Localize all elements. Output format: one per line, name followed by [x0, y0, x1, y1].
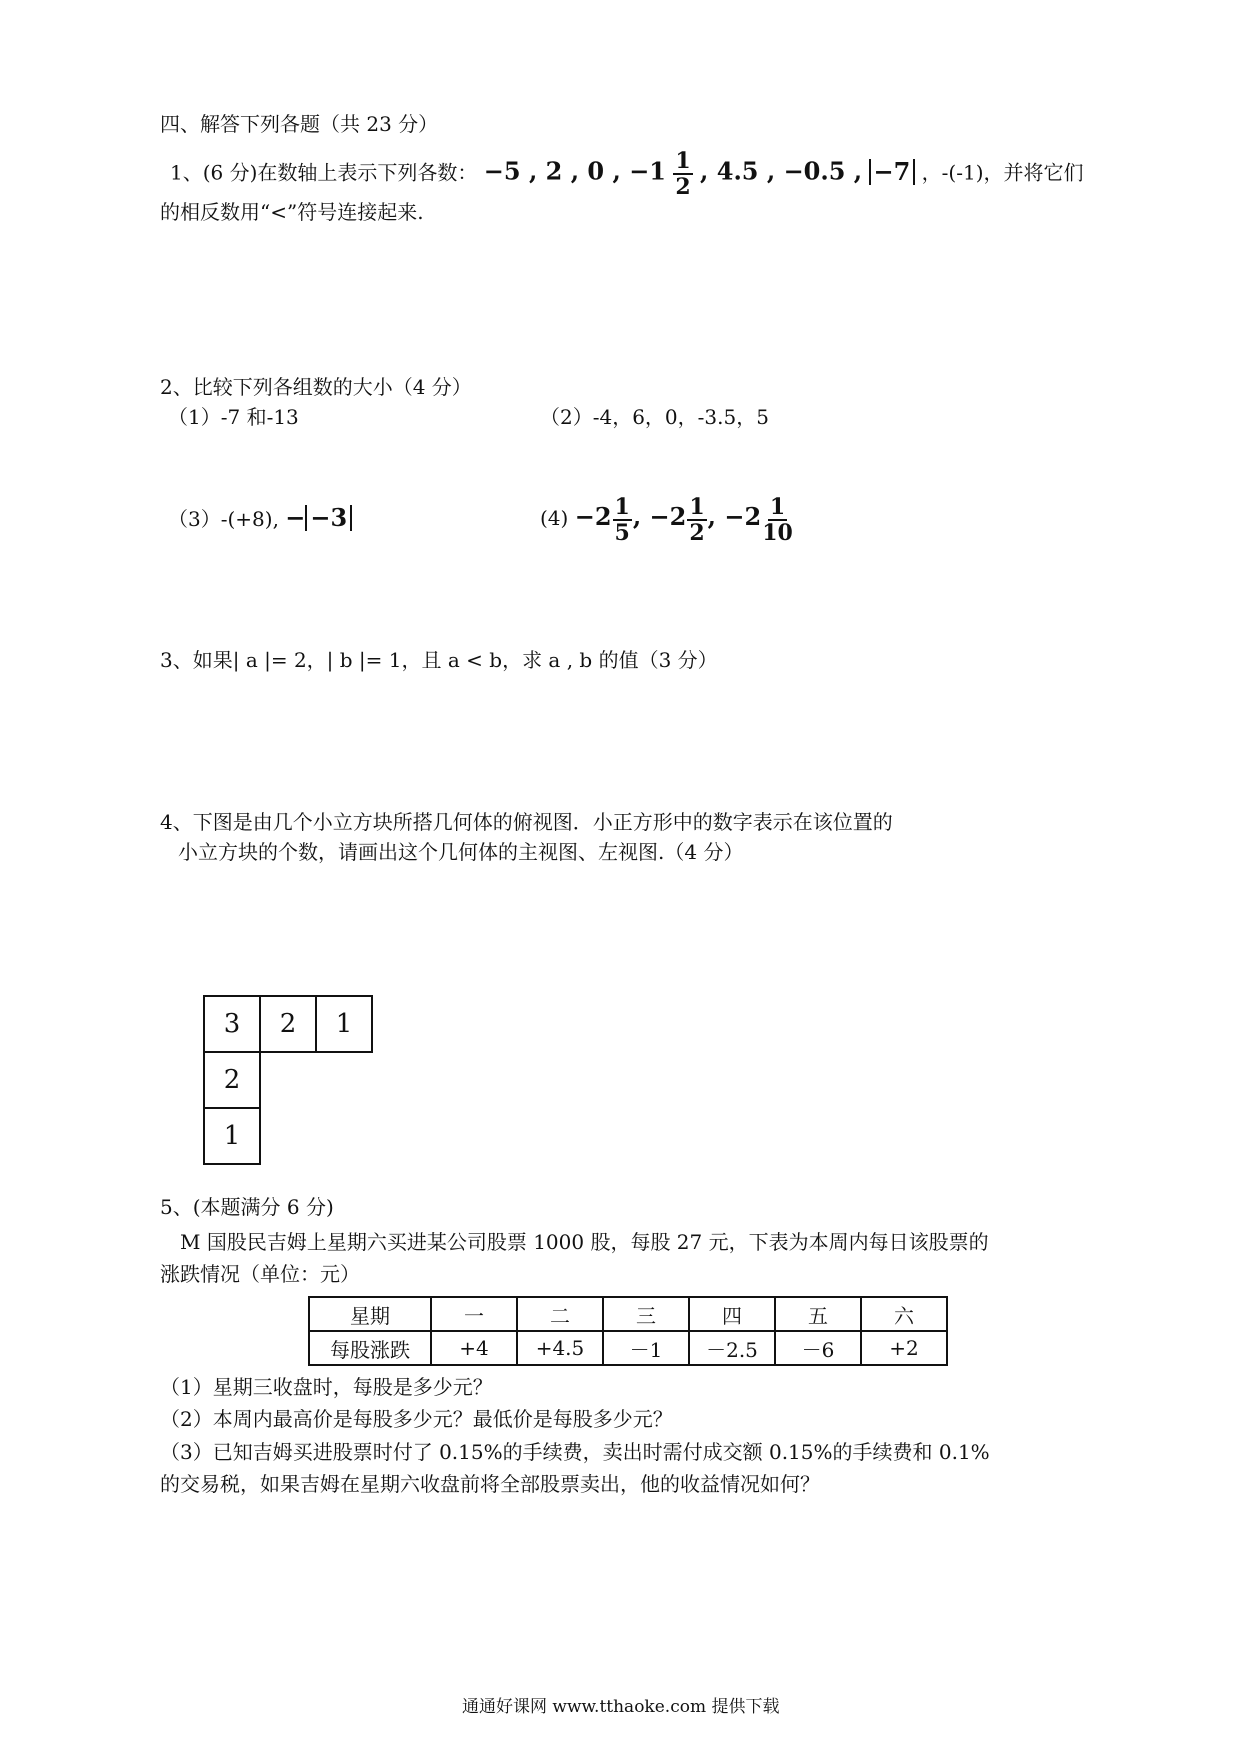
grid-cell: 3: [204, 996, 260, 1052]
q5-sub-1: （1）星期三收盘时，每股是多少元？: [160, 1375, 493, 1399]
q2-part-4-a-fraction: [613, 493, 632, 546]
q2-part-4-b-denominator: 2: [689, 519, 705, 546]
q2-part-1: （1）-7 和-13: [168, 405, 299, 429]
q5-intro-line1: M 国股民吉姆上星期六买进某公司股票 1000 股，每股 27 元，下表为本周内每日该股票的: [180, 1230, 989, 1254]
table-cell: －6: [775, 1331, 861, 1365]
table-cell: 二: [517, 1297, 603, 1331]
table-cell: 五: [775, 1297, 861, 1331]
table-cell: 三: [603, 1297, 689, 1331]
grid-empty: [316, 1052, 372, 1108]
q5-intro-line2: 涨跌情况（单位：元）: [160, 1262, 360, 1286]
q2-part-2: （2）-4，6，0，-3.5，5: [540, 405, 769, 429]
grid-cell: 1: [316, 996, 372, 1052]
q2-part-3-absolute-value: −3: [305, 505, 352, 531]
table-header-row: [309, 1297, 947, 1331]
q2-part-3: [168, 503, 352, 534]
grid-empty: [260, 1108, 316, 1164]
grid-cell: 1: [204, 1108, 260, 1164]
table-cell: 一: [431, 1297, 517, 1331]
q2-part-4-a-whole: −2: [574, 502, 612, 531]
table-row: [309, 1331, 947, 1365]
q1-fraction: [673, 150, 692, 198]
table-cell: +4: [431, 1331, 517, 1365]
section-title: 四、解答下列各题（共 23 分）: [160, 112, 439, 136]
grid-empty: [260, 1052, 316, 1108]
q2-part-3-label: （3）-(+8),: [168, 507, 279, 531]
q2-part-4-a-numerator: 1: [614, 493, 630, 520]
q2-part-4: [540, 490, 794, 545]
q3-text: 3、如果| a |= 2，| b |= 1，且 a < b，求 a , b 的值（3 分）: [160, 648, 718, 672]
table-cell: －2.5: [689, 1331, 775, 1365]
table-cell: +2: [861, 1331, 947, 1365]
table-cell: 六: [861, 1297, 947, 1331]
q2-part-4-c-denominator: 10: [762, 519, 793, 546]
page-footer: 通通好课网 www.tthaoke.com 提供下载: [462, 1697, 780, 1717]
table-cell: +4.5: [517, 1331, 603, 1365]
q2-part-4-a-denominator: 5: [614, 519, 630, 546]
q1-numbers-2: , 4.5 , −0.5 ,: [700, 156, 863, 186]
q1-line2: 的相反数用“<”符号连接起来.: [160, 200, 424, 224]
q1-fraction-denominator: 2: [675, 174, 691, 200]
q2-part-4-label: (4): [540, 506, 569, 530]
q1-fraction-numerator: 1: [675, 148, 691, 174]
q2-part-3-minus: −: [285, 503, 306, 532]
grid-empty: [316, 1108, 372, 1164]
q2-part-4-c-whole: , −2: [707, 502, 762, 531]
q2-part-4-b-whole: , −2: [632, 502, 687, 531]
q2-part-4-b-numerator: 1: [689, 493, 705, 520]
q5-title: 5、(本题满分 6 分): [160, 1195, 334, 1219]
table-cell: 每股涨跌: [309, 1331, 431, 1365]
q2-part-4-c-numerator: 1: [769, 493, 786, 520]
table-cell: －1: [603, 1331, 689, 1365]
grid-row: [204, 1052, 372, 1108]
top-view-grid: [203, 995, 373, 1165]
grid-row: [204, 1108, 372, 1164]
stock-change-table: [308, 1296, 948, 1366]
grid-cell: 2: [260, 996, 316, 1052]
q2-title: 2、比较下列各组数的大小（4 分）: [160, 375, 472, 399]
q4-line2: 小立方块的个数，请画出这个几何体的主视图、左视图.（4 分）: [178, 840, 744, 864]
q5-sub-3-line1: （3）已知吉姆买进股票时付了 0.15%的手续费，卖出时需付成交额 0.15%的手续费和 0.1%: [160, 1440, 990, 1464]
q4-line1: 4、下图是由几个小立方块所搭几何体的俯视图．小正方形中的数字表示在该位置的: [160, 810, 893, 834]
grid-row: [204, 996, 372, 1052]
q1-absolute-value: −7: [869, 159, 916, 185]
q2-part-4-b-fraction: [687, 493, 706, 546]
q5-sub-3-line2: 的交易税，如果吉姆在星期六收盘前将全部股票卖出，他的收益情况如何？: [160, 1472, 820, 1496]
table-cell: 四: [689, 1297, 775, 1331]
question-1: [170, 150, 1084, 198]
table-cell: 星期: [309, 1297, 431, 1331]
grid-cell: 2: [204, 1052, 260, 1108]
q5-sub-2: （2）本周内最高价是每股多少元？最低价是每股多少元？: [160, 1407, 673, 1431]
q1-prefix: 1、(6 分)在数轴上表示下列各数：: [170, 160, 478, 185]
q2-part-4-c-fraction: [762, 493, 793, 546]
q1-suffix: ，-(-1)，并将它们: [921, 160, 1084, 185]
q1-numbers: −5 , 2 , 0 , −1: [483, 156, 666, 186]
